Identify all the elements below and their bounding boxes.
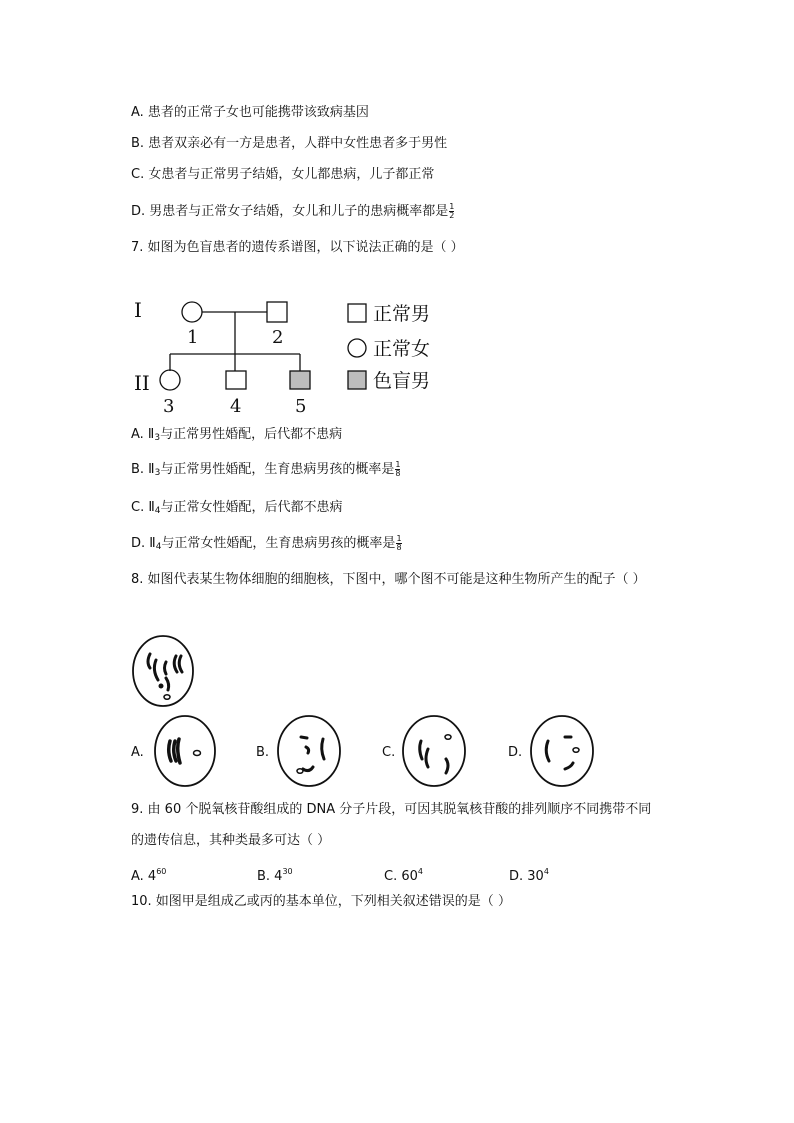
pedigree-chart: [125, 288, 455, 423]
q9-option-c: [384, 864, 509, 885]
q7-option-a: [131, 427, 342, 446]
fraction-numerator: 1: [395, 460, 401, 469]
fraction-numerator: 1: [396, 534, 402, 543]
q10-stem: 10. 如图甲是组成乙或丙的基本单位，下列相关叙述错误的是（ ）: [131, 894, 511, 909]
q8-stem: 8. 如图代表某生物体细胞的细胞核，下图中，哪个图不可能是这种生物所产生的配子（ ）: [131, 572, 646, 587]
option-base: A. 4: [131, 869, 157, 884]
q7-stem: 7. 如图为色盲患者的遗传系谱图，以下说法正确的是（ ）: [131, 240, 464, 255]
pedigree-id-3: 3: [163, 396, 175, 417]
q6-option-b: B. 患者双亲必有一方是患者，人群中女性患者多于男性: [131, 136, 448, 151]
q9-option-d: [509, 869, 549, 884]
legend-colorblind-male-label: 色盲男: [373, 370, 431, 392]
q6-option-d-fraction: [449, 203, 454, 220]
q8-option-b-label: B.: [256, 745, 270, 760]
q8-option-d-cell: [528, 713, 598, 791]
q9-option-a: [131, 864, 257, 885]
pedigree-individual-5: [290, 371, 310, 389]
option-text: 与正常男性婚配，后代都不患病: [160, 427, 343, 442]
somatic-cell-nucleus-figure: [130, 632, 200, 710]
q9-stem-line1: 9. 由 60 个脱氧核苷酸组成的 DNA 分子片段，可因其脱氧核苷酸的排列顺序不同携带不同: [131, 802, 652, 817]
option-text: 与正常男性婚配，生育患病男孩的概率是: [160, 462, 395, 477]
pedigree-individual-1: [182, 302, 202, 322]
generation-1-label: I: [134, 298, 142, 322]
pedigree-id-5: 5: [295, 396, 307, 417]
q7-option-b-fraction: [395, 461, 400, 478]
pedigree-individual-4: [226, 371, 246, 389]
fraction-numerator: 1: [449, 202, 455, 211]
fraction-denominator: 8: [395, 469, 401, 478]
legend-normal-male-label: 正常男: [373, 303, 431, 325]
option-prefix: A. Ⅱ: [131, 427, 155, 442]
option-exponent: 4: [543, 867, 549, 876]
option-base: D. 30: [509, 869, 544, 884]
q6-option-c: C. 女患者与正常男子结婚，女儿都患病，儿子都正常: [131, 167, 435, 182]
q8-option-b-cell: [275, 713, 345, 791]
option-exponent: 30: [282, 867, 293, 876]
option-prefix: D. Ⅱ: [131, 536, 156, 551]
fraction-denominator: 2: [449, 211, 455, 220]
option-subscript: 3: [154, 433, 161, 443]
legend-normal-female-symbol: [348, 339, 366, 357]
option-subscript: 4: [155, 542, 162, 552]
q8-option-a-label: A.: [131, 745, 144, 760]
q6-option-d-text: D. 男患者与正常女子结婚，女儿和儿子的患病概率都是: [131, 204, 449, 219]
legend-colorblind-male-symbol: [348, 371, 366, 389]
q8-option-d-label: D.: [508, 745, 523, 760]
option-base: C. 60: [384, 869, 418, 884]
legend-normal-male-symbol: [348, 304, 366, 322]
option-subscript: 4: [154, 506, 161, 516]
option-subscript: 3: [154, 468, 161, 478]
option-exponent: 4: [417, 867, 423, 876]
q9-stem-line2: 的遗传信息，其种类最多可达（ ）: [131, 833, 331, 848]
q7-option-c: [131, 500, 343, 519]
option-text: 与正常女性婚配，后代都不患病: [160, 500, 343, 515]
option-text: 与正常女性婚配，生育患病男孩的概率是: [161, 536, 396, 551]
q7-option-d-fraction: [396, 535, 401, 552]
q8-option-a-cell: [152, 713, 220, 791]
q8-option-c-label: C.: [382, 745, 396, 760]
pedigree-individual-2: [267, 302, 287, 322]
pedigree-individual-3: [160, 370, 180, 390]
q6-option-d: [131, 203, 454, 220]
option-base: B. 4: [257, 869, 283, 884]
pedigree-id-4: 4: [230, 396, 242, 417]
q6-option-a: A. 患者的正常子女也可能携带该致病基因: [131, 105, 369, 120]
fraction-denominator: 8: [396, 543, 402, 552]
legend-normal-female-label: 正常女: [373, 338, 431, 360]
pedigree-id-1: 1: [187, 327, 199, 348]
generation-2-label: II: [134, 371, 150, 395]
q7-option-b: [131, 461, 400, 481]
option-prefix: C. Ⅱ: [131, 500, 155, 515]
option-prefix: B. Ⅱ: [131, 462, 155, 477]
q8-option-c-cell: [400, 713, 470, 791]
option-exponent: 60: [156, 867, 167, 876]
q9-options-row: [131, 864, 549, 885]
q9-option-b: [257, 864, 384, 885]
q7-option-d: [131, 535, 402, 555]
pedigree-id-2: 2: [272, 327, 284, 348]
